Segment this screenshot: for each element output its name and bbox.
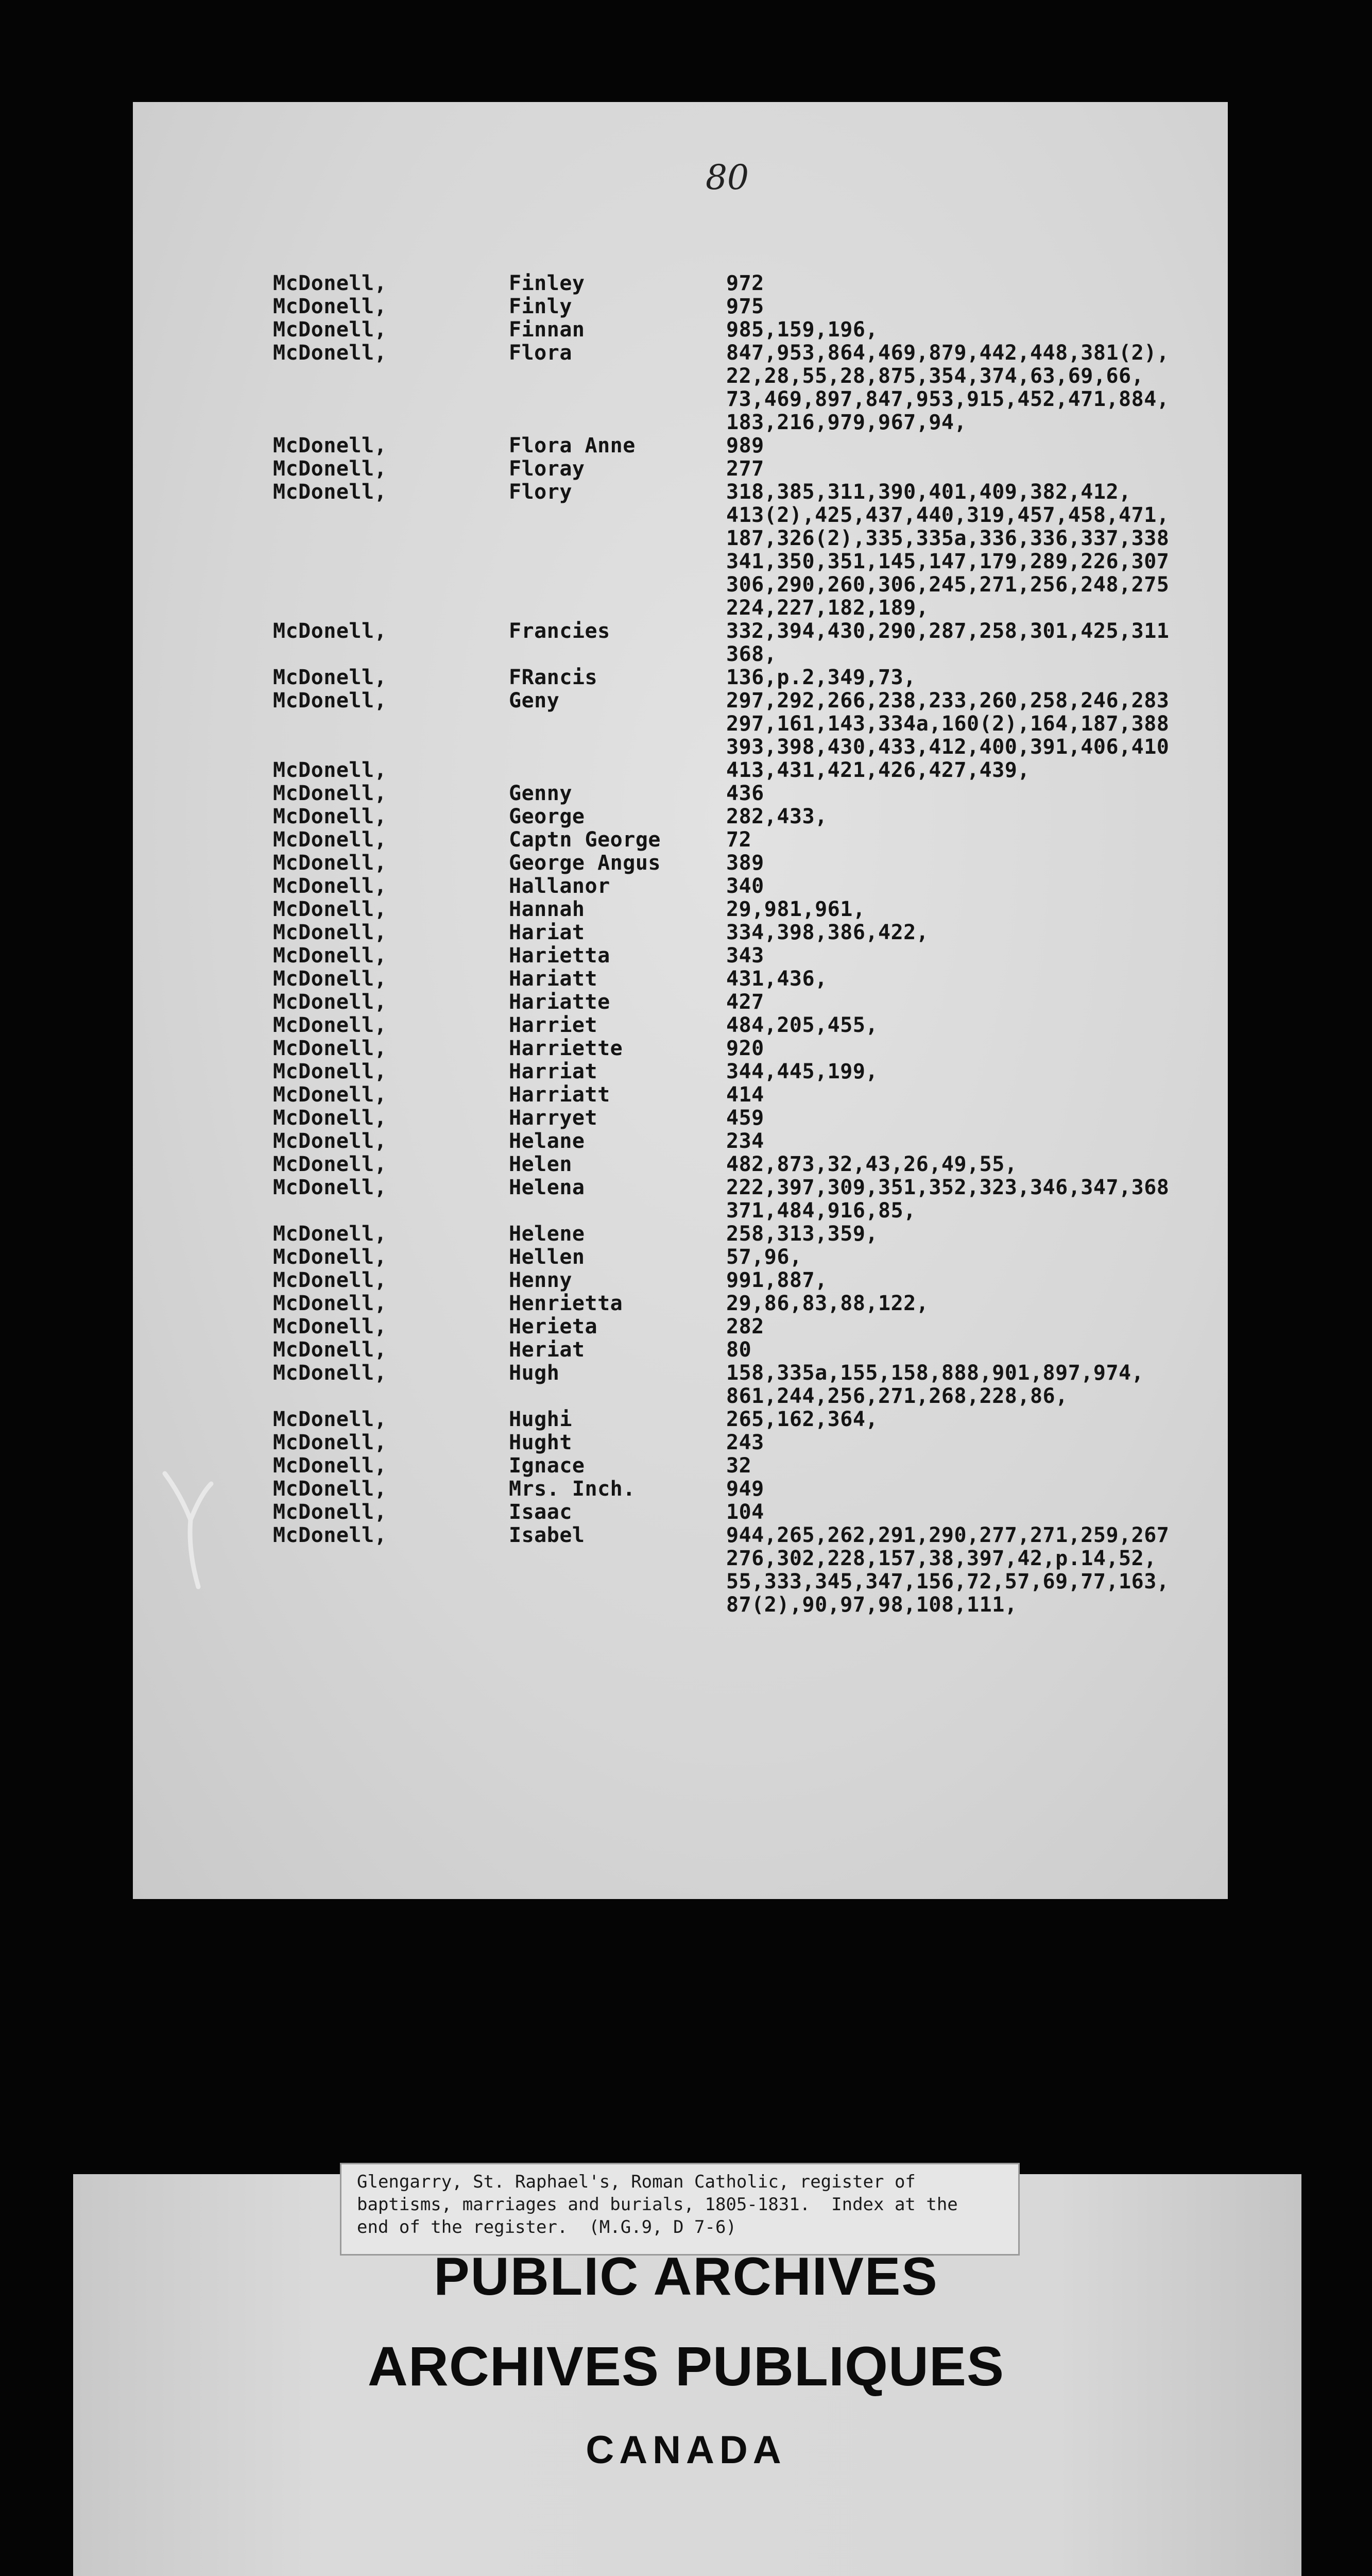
entry-surname: McDonell, xyxy=(273,1454,387,1478)
entry-given-name: Helane xyxy=(509,1129,585,1153)
entry-given-name: Flora Anne xyxy=(509,434,636,457)
entry-given-name: Henny xyxy=(509,1268,572,1292)
entry-page-refs: 297,161,143,334a,160(2),164,187,388 xyxy=(726,712,1170,736)
entry-given-name: Helene xyxy=(509,1222,585,1246)
entry-given-name: Helen xyxy=(509,1153,572,1176)
entry-surname: McDonell, xyxy=(273,619,387,643)
entry-surname: McDonell, xyxy=(273,1338,387,1362)
entry-surname: McDonell, xyxy=(273,1222,387,1246)
entry-surname: McDonell, xyxy=(273,689,387,713)
entry-surname: McDonell, xyxy=(273,990,387,1014)
entry-given-name: Hannah xyxy=(509,897,585,921)
entry-page-refs: 975 xyxy=(726,295,764,318)
entry-surname: McDonell, xyxy=(273,1153,387,1176)
entry-page-refs: 482,873,32,43,26,49,55, xyxy=(726,1153,1018,1176)
entry-surname: McDonell, xyxy=(273,1013,387,1037)
entry-page-refs: 371,484,916,85, xyxy=(726,1199,916,1223)
entry-given-name: Heriat xyxy=(509,1338,585,1362)
entry-given-name: George xyxy=(509,805,585,828)
entry-surname: McDonell, xyxy=(273,1129,387,1153)
entry-surname: McDonell, xyxy=(273,318,387,342)
entry-page-refs: 136,p.2,349,73, xyxy=(726,666,916,689)
entry-surname: McDonell, xyxy=(273,897,387,921)
entry-page-refs: 343 xyxy=(726,944,764,968)
entry-given-name: Harriette xyxy=(509,1037,623,1060)
entry-given-name: Flory xyxy=(509,480,572,504)
entry-surname: McDonell, xyxy=(273,1477,387,1501)
entry-surname: McDonell, xyxy=(273,828,387,852)
entry-given-name: Ignace xyxy=(509,1454,585,1478)
entry-surname: McDonell, xyxy=(273,1500,387,1524)
entry-page-refs: 861,244,256,271,268,228,86, xyxy=(726,1384,1068,1408)
entry-given-name: Hariat xyxy=(509,921,585,944)
entry-surname: McDonell, xyxy=(273,874,387,898)
entry-given-name: Helena xyxy=(509,1176,585,1199)
entry-surname: McDonell, xyxy=(273,1523,387,1547)
entry-page-refs: 436 xyxy=(726,782,764,805)
entry-surname: McDonell, xyxy=(273,434,387,457)
entry-given-name: FRancis xyxy=(509,666,598,689)
entry-page-refs: 332,394,430,290,287,258,301,425,311 xyxy=(726,619,1170,643)
entry-page-refs: 413,431,421,426,427,439, xyxy=(726,758,1030,782)
entry-page-refs: 989 xyxy=(726,434,764,457)
entry-page-refs: 243 xyxy=(726,1431,764,1454)
entry-page-refs: 224,227,182,189, xyxy=(726,596,929,620)
entry-page-refs: 72 xyxy=(726,828,752,852)
entry-given-name: Finley xyxy=(509,272,585,295)
entry-given-name: Flora xyxy=(509,341,572,365)
caption-line: end of the register. (M.G.9, D 7-6) xyxy=(357,2217,736,2238)
entry-given-name: Hallanor xyxy=(509,874,610,898)
entry-page-refs: 334,398,386,422, xyxy=(726,921,929,944)
entry-page-refs: 282 xyxy=(726,1315,764,1338)
entry-page-refs: 57,96, xyxy=(726,1245,802,1269)
entry-page-refs: 183,216,979,967,94, xyxy=(726,411,967,434)
entry-page-refs: 340 xyxy=(726,874,764,898)
entry-surname: McDonell, xyxy=(273,1176,387,1199)
entry-page-refs: 985,159,196, xyxy=(726,318,878,342)
entry-page-refs: 73,469,897,847,953,915,452,471,884, xyxy=(726,387,1170,411)
entry-page-refs: 847,953,864,469,879,442,448,381(2), xyxy=(726,341,1170,365)
entry-page-refs: 368, xyxy=(726,642,777,666)
entry-given-name: Hugh xyxy=(509,1361,560,1385)
stamp-line-2: ARCHIVES PUBLIQUES xyxy=(367,2335,1005,2397)
entry-page-refs: 104 xyxy=(726,1500,764,1524)
entry-given-name: Herieta xyxy=(509,1315,598,1338)
entry-surname: McDonell, xyxy=(273,1361,387,1385)
entry-given-name: Francies xyxy=(509,619,610,643)
entry-page-refs: 414 xyxy=(726,1083,764,1107)
entry-given-name: Harryet xyxy=(509,1106,598,1130)
entry-page-refs: 389 xyxy=(726,851,764,875)
entry-surname: McDonell, xyxy=(273,272,387,295)
entry-page-refs: 276,302,228,157,38,397,42,p.14,52, xyxy=(726,1547,1157,1570)
entry-surname: McDonell, xyxy=(273,782,387,805)
entry-given-name: Henrietta xyxy=(509,1292,623,1315)
entry-page-refs: 258,313,359, xyxy=(726,1222,878,1246)
entry-page-refs: 413(2),425,437,440,319,457,458,471, xyxy=(726,503,1170,527)
entry-given-name: Hellen xyxy=(509,1245,585,1269)
entry-page-refs: 22,28,55,28,875,354,374,63,69,66, xyxy=(726,364,1144,388)
entry-given-name: Geny xyxy=(509,689,560,713)
entry-page-refs: 393,398,430,433,412,400,391,406,410 xyxy=(726,735,1170,759)
entry-surname: McDonell, xyxy=(273,1083,387,1107)
entry-surname: McDonell, xyxy=(273,480,387,504)
entry-surname: McDonell, xyxy=(273,921,387,944)
entry-surname: McDonell, xyxy=(273,944,387,968)
entry-page-refs: 944,265,262,291,290,277,271,259,267 xyxy=(726,1523,1170,1547)
register-caption xyxy=(340,2163,1020,2256)
entry-surname: McDonell, xyxy=(273,1037,387,1060)
entry-given-name: Finnan xyxy=(509,318,585,342)
caption-line: Glengarry, St. Raphael's, Roman Catholic, register of xyxy=(357,2172,916,2192)
entry-page-refs: 222,397,309,351,352,323,346,347,368 xyxy=(726,1176,1170,1199)
entry-surname: McDonell, xyxy=(273,1245,387,1269)
entry-page-refs: 158,335a,155,158,888,901,897,974, xyxy=(726,1361,1144,1385)
entry-given-name: Mrs. Inch. xyxy=(509,1477,636,1501)
entry-given-name: Harriet xyxy=(509,1013,598,1037)
entry-page-refs: 29,981,961, xyxy=(726,897,866,921)
entry-page-refs: 427 xyxy=(726,990,764,1014)
stamp-line-3: CANADA xyxy=(586,2428,786,2472)
entry-page-refs: 344,445,199, xyxy=(726,1060,878,1083)
entry-given-name: Harriat xyxy=(509,1060,598,1083)
entry-surname: McDonell, xyxy=(273,457,387,481)
entry-surname: McDonell, xyxy=(273,1060,387,1083)
entry-page-refs: 318,385,311,390,401,409,382,412, xyxy=(726,480,1131,504)
entry-given-name: Isaac xyxy=(509,1500,572,1524)
entry-surname: McDonell, xyxy=(273,967,387,991)
entry-given-name: Captn George xyxy=(509,828,661,852)
entry-page-refs: 282,433, xyxy=(726,805,828,828)
entry-page-refs: 949 xyxy=(726,1477,764,1501)
page-number: 80 xyxy=(706,158,749,197)
entry-surname: McDonell, xyxy=(273,295,387,318)
entry-surname: McDonell, xyxy=(273,1268,387,1292)
entry-page-refs: 32 xyxy=(726,1454,752,1478)
stamp-line-1: PUBLIC ARCHIVES xyxy=(434,2247,938,2307)
entry-page-refs: 972 xyxy=(726,272,764,295)
entry-page-refs: 341,350,351,145,147,179,289,226,307 xyxy=(726,550,1170,573)
entry-page-refs: 87(2),90,97,98,108,111, xyxy=(726,1593,1018,1617)
entry-page-refs: 991,887, xyxy=(726,1268,828,1292)
entry-page-refs: 920 xyxy=(726,1037,764,1060)
entry-given-name: Hught xyxy=(509,1431,572,1454)
entry-page-refs: 234 xyxy=(726,1129,764,1153)
entry-surname: McDonell, xyxy=(273,341,387,365)
entry-given-name: Harietta xyxy=(509,944,610,968)
entry-given-name: Hariatt xyxy=(509,967,598,991)
entry-page-refs: 187,326(2),335,335a,336,336,337,338 xyxy=(726,527,1170,550)
entry-surname: McDonell, xyxy=(273,666,387,689)
entry-surname: McDonell, xyxy=(273,805,387,828)
entry-given-name: Harriatt xyxy=(509,1083,610,1107)
entry-given-name: Hughi xyxy=(509,1408,572,1431)
entry-page-refs: 306,290,260,306,245,271,256,248,275 xyxy=(726,573,1170,597)
entry-given-name: Floray xyxy=(509,457,585,481)
entry-page-refs: 29,86,83,88,122, xyxy=(726,1292,929,1315)
entry-page-refs: 431,436, xyxy=(726,967,828,991)
margin-pencil-mark xyxy=(160,1463,216,1597)
caption-line: baptisms, marriages and burials, 1805-1831. Index at the xyxy=(357,2194,958,2215)
entry-given-name: Finly xyxy=(509,295,572,318)
entry-surname: McDonell, xyxy=(273,1315,387,1338)
entry-page-refs: 265,162,364, xyxy=(726,1408,878,1431)
entry-page-refs: 55,333,345,347,156,72,57,69,77,163, xyxy=(726,1570,1170,1594)
entry-page-refs: 277 xyxy=(726,457,764,481)
entry-surname: McDonell, xyxy=(273,851,387,875)
entry-given-name: Genny xyxy=(509,782,572,805)
entry-page-refs: 484,205,455, xyxy=(726,1013,878,1037)
entry-given-name: Hariatte xyxy=(509,990,610,1014)
entry-page-refs: 297,292,266,238,233,260,258,246,283 xyxy=(726,689,1170,713)
entry-surname: McDonell, xyxy=(273,1106,387,1130)
entry-surname: McDonell, xyxy=(273,1408,387,1431)
entry-page-refs: 459 xyxy=(726,1106,764,1130)
entry-page-refs: 80 xyxy=(726,1338,752,1362)
entry-surname: McDonell, xyxy=(273,1292,387,1315)
entry-surname: McDonell, xyxy=(273,1431,387,1454)
entry-given-name: Isabel xyxy=(509,1523,585,1547)
entry-given-name: George Angus xyxy=(509,851,661,875)
entry-surname: McDonell, xyxy=(273,758,387,782)
